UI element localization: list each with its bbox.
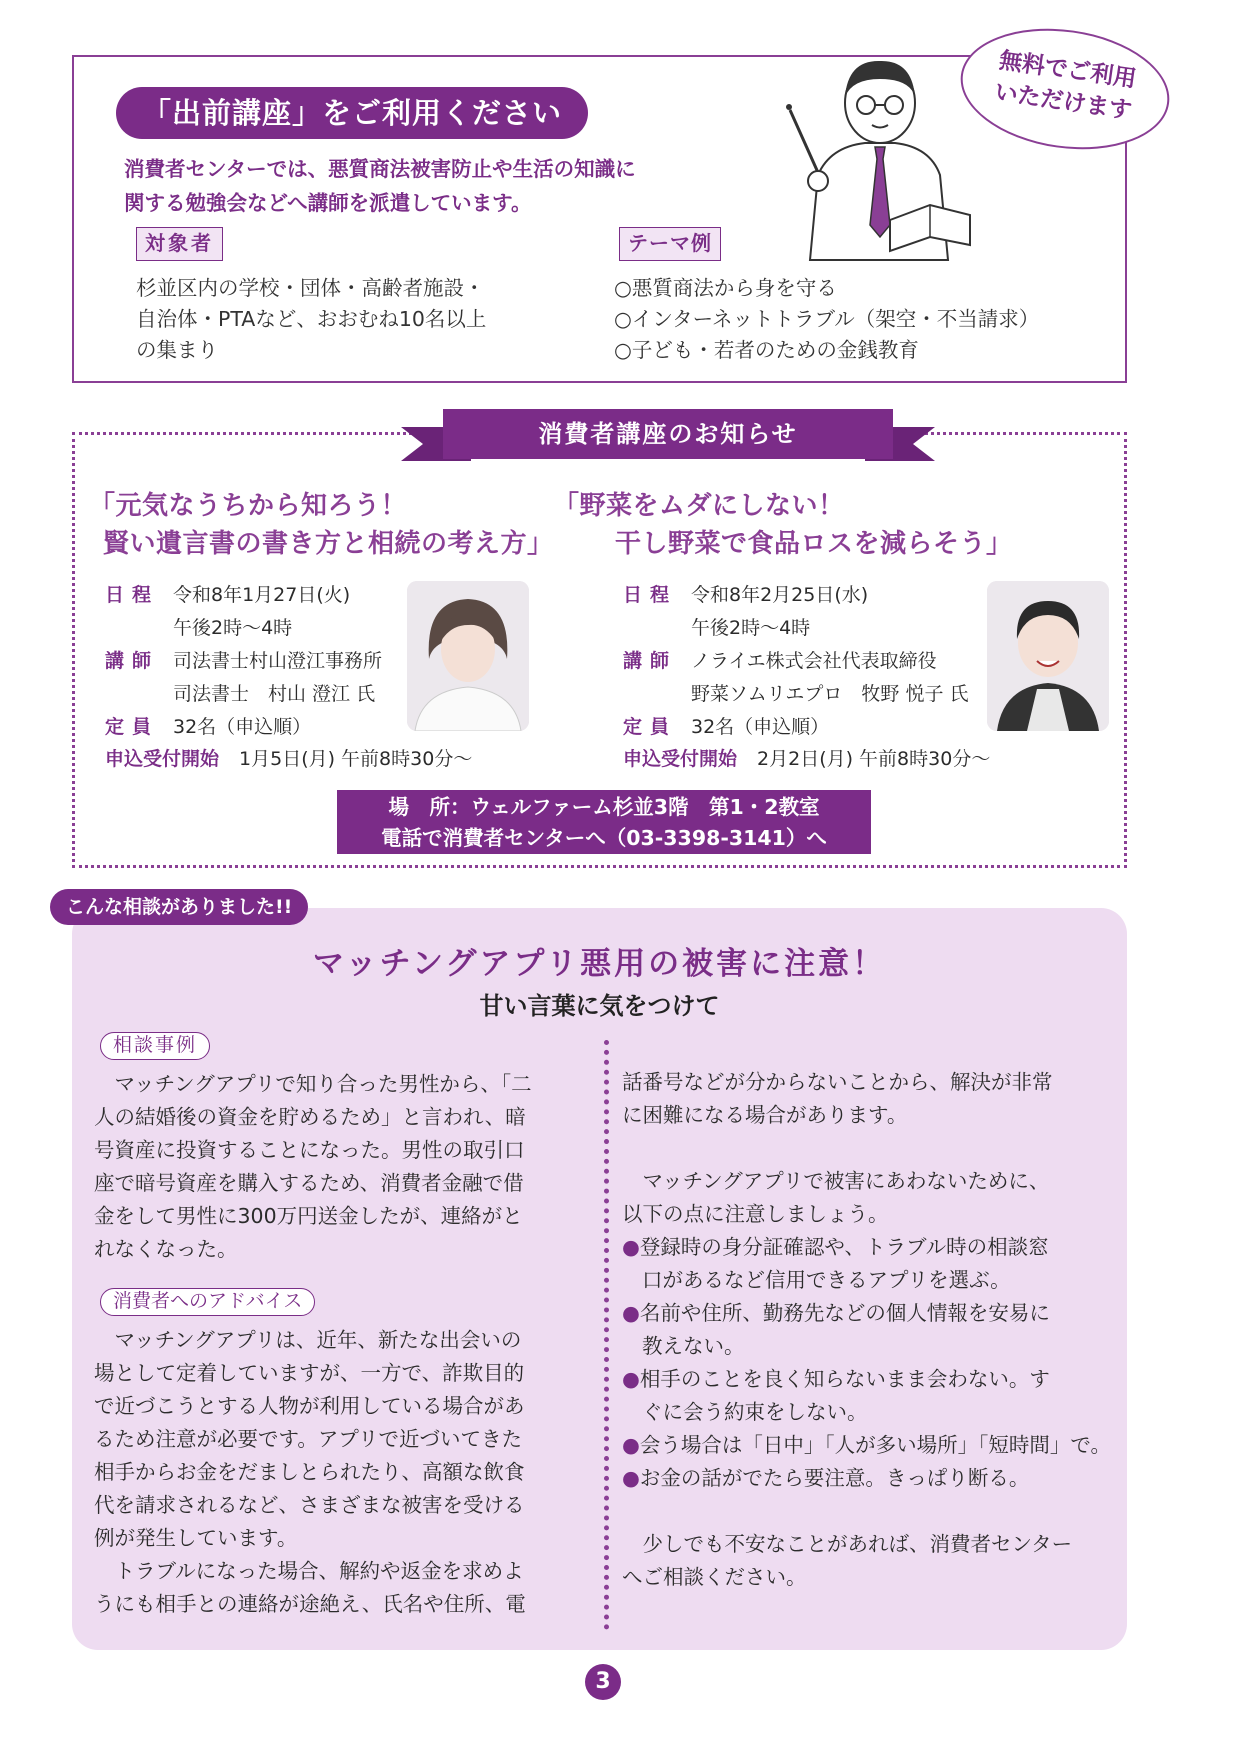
apply-label: 申込受付開始 xyxy=(105,748,220,770)
bullet-icon: ● xyxy=(622,1367,640,1391)
tip-line: お金の話がでたら要注意。きっぱり断る。 xyxy=(639,1466,1030,1490)
tip-line: ぐに会う約束をしない。 xyxy=(642,1400,868,1424)
closing-line: へご相談ください。 xyxy=(622,1565,807,1589)
consult-title: マッチングアプリ悪用の被害に注意！ xyxy=(312,946,887,982)
lecture-2-lecturer xyxy=(623,645,969,711)
advice-line: 相手からお金をだましとられたり、高額な飲食 xyxy=(94,1460,525,1484)
consult-subtitle: 甘い言葉に気をつけて xyxy=(479,992,720,1020)
phone-line: 電話で消費者センターへ（03-3398-3141）へ xyxy=(381,826,827,850)
case-line: れなくなった。 xyxy=(94,1237,238,1261)
bullet-icon: ● xyxy=(622,1235,640,1259)
advice-line: 場として定着していますが、一方で、詐欺目的 xyxy=(94,1361,525,1385)
tip-item xyxy=(622,1462,1111,1495)
time-value: 午後2時～4時 xyxy=(691,617,811,639)
lecture-2-date xyxy=(623,579,868,645)
lecture-1-capacity xyxy=(105,711,311,744)
target-label: 対象者 xyxy=(136,227,223,261)
column-divider xyxy=(604,1040,609,1630)
tip-line: 相手のことを良く知らないまま会わない。す xyxy=(639,1367,1050,1391)
lecture-2-apply xyxy=(623,743,990,776)
consult-tab: こんな相談がありました!! xyxy=(50,889,308,925)
tip-item xyxy=(622,1363,1111,1396)
capacity-label: 定員 xyxy=(623,716,678,738)
teacher-illustration xyxy=(770,55,980,270)
bubble-line: いただけます xyxy=(993,79,1134,125)
capacity-value: 32名（申込順） xyxy=(173,716,312,738)
lecture-title-line: 賢い遺言書の書き方と相続の考え方」 xyxy=(103,529,554,559)
venue-box xyxy=(337,790,871,854)
case-line: 座で暗号資産を購入するため、消費者金融で借 xyxy=(94,1171,524,1195)
tip-item xyxy=(622,1297,1111,1330)
advice-label: 消費者へのアドバイス xyxy=(100,1288,315,1316)
lecture-1-lecturer xyxy=(105,645,382,711)
advice-line: るため注意が必要です。アプリで近づいてきた xyxy=(94,1427,523,1451)
target-line: 自治体・PTAなど、おおむね10名以上 xyxy=(136,307,487,331)
bubble-line: 無料でご利用 xyxy=(997,47,1138,93)
apply-label: 申込受付開始 xyxy=(623,748,738,770)
lecturer-label: 講師 xyxy=(623,650,678,672)
tip-line: 教えない。 xyxy=(642,1334,745,1358)
tip-item xyxy=(622,1429,1111,1462)
venue-line: 場 所：ウェルファーム杉並3階 第1・2教室 xyxy=(388,795,820,819)
lecturer-value: 司法書士村山澄江事務所 xyxy=(173,650,383,672)
advice-line: 例が発生しています。 xyxy=(94,1526,298,1550)
right-column-text xyxy=(622,1066,1111,1594)
apply-value: 2月2日(月) 午前8時30分～ xyxy=(757,748,991,770)
lecturer-1-photo xyxy=(407,581,529,731)
lecture-1-title xyxy=(89,487,554,563)
theme-line: ○悪質商法から身を守る xyxy=(614,276,837,300)
demae-intro-line: 関する勉強会などへ講師を派遣しています。 xyxy=(124,191,532,215)
date-value: 令和8年2月25日(水) xyxy=(691,584,869,606)
right-line: 話番号などが分からないことから、解決が非常 xyxy=(622,1070,1053,1094)
case-label: 相談事例 xyxy=(100,1032,210,1060)
advice-text xyxy=(94,1324,526,1621)
lecture-2-capacity xyxy=(623,711,829,744)
advice-line: マッチングアプリは、近年、新たな出会いの xyxy=(94,1328,522,1352)
advice-line: で近づこうとする人物が利用している場合があ xyxy=(94,1394,525,1418)
target-list xyxy=(136,273,486,366)
lectures-banner xyxy=(423,409,913,475)
bullet-icon: ● xyxy=(622,1466,640,1490)
apply-value: 1月5日(月) 午前8時30分～ xyxy=(239,748,473,770)
theme-list xyxy=(614,273,1039,366)
tip-item xyxy=(622,1231,1111,1264)
case-line: 人の結婚後の資金を貯めるため」と言われ、暗 xyxy=(94,1105,526,1129)
lecturer-label: 講師 xyxy=(105,650,160,672)
lecturer-value: 野菜ソムリエプロ 牧野 悦子 氏 xyxy=(691,683,969,705)
date-value: 令和8年1月27日(火) xyxy=(173,584,351,606)
tip-line: 名前や住所、勤務先などの個人情報を安易に xyxy=(639,1301,1050,1325)
tip-line: 会う場合は「日中」「人が多い場所」「短時間」で。 xyxy=(639,1433,1111,1457)
date-label: 日程 xyxy=(105,584,160,606)
page-number: 3 xyxy=(585,1664,621,1700)
advice-line: 代を請求されるなど、さまざまな被害を受ける xyxy=(94,1493,525,1517)
date-label: 日程 xyxy=(623,584,678,606)
lecturer-2-photo xyxy=(987,581,1109,731)
lectures-section xyxy=(72,420,1127,868)
lecture-title-line: 「元気なうちから知ろう！ xyxy=(89,491,408,521)
right-line: マッチングアプリで被害にあわないために、 xyxy=(622,1169,1050,1193)
closing-line: 少しでも不安なことがあれば、消費者センター xyxy=(622,1532,1073,1556)
demae-intro-line: 消費者センターでは、悪質商法被害防止や生活の知識に xyxy=(124,157,636,181)
bullet-icon: ● xyxy=(622,1433,640,1457)
case-line: 号資産に投資することになった。男性の取引口 xyxy=(94,1138,525,1162)
lecture-title-line: 干し野菜で食品ロスを減らそう」 xyxy=(615,529,1013,559)
demae-intro xyxy=(124,152,724,220)
theme-line: ○インターネットトラブル（架空・不当請求） xyxy=(614,307,1040,331)
capacity-value: 32名（申込順） xyxy=(691,716,830,738)
right-line: に困難になる場合があります。 xyxy=(622,1103,908,1127)
bullet-icon: ● xyxy=(622,1301,640,1325)
tip-line: 口があるなど信用できるアプリを選ぶ。 xyxy=(642,1268,1011,1292)
lecture-1-date xyxy=(105,579,350,645)
theme-label: テーマ例 xyxy=(619,227,721,261)
theme-line: ○子ども・若者のための金銭教育 xyxy=(614,338,919,362)
right-line: 以下の点に注意しましょう。 xyxy=(622,1202,889,1226)
lecturer-value: ノライエ株式会社代表取締役 xyxy=(691,650,937,672)
time-value: 午後2時～4時 xyxy=(173,617,293,639)
demae-title: 「出前講座」をご利用ください xyxy=(116,87,588,139)
case-text xyxy=(94,1068,532,1266)
tip-line: 登録時の身分証確認や、トラブル時の相談窓 xyxy=(639,1235,1049,1259)
lecturer-value: 司法書士 村山 澄江 氏 xyxy=(173,683,376,705)
advice-line: うにも相手との連絡が途絶え、氏名や住所、電 xyxy=(94,1592,526,1616)
advice-line: トラブルになった場合、解約や返金を求めよ xyxy=(94,1559,524,1583)
lecture-2-title xyxy=(553,487,1013,563)
case-line: 金をして男性に300万円送金したが、連絡がと xyxy=(94,1204,523,1228)
lecture-1-apply xyxy=(105,743,472,776)
lectures-banner-text: 消費者講座のお知らせ xyxy=(443,409,893,459)
lecture-title-line: 「野菜をムダにしない！ xyxy=(553,491,845,521)
capacity-label: 定員 xyxy=(105,716,160,738)
consult-section xyxy=(72,908,1127,1650)
target-line: 杉並区内の学校・団体・高齢者施設・ xyxy=(136,276,485,300)
target-line: の集まり xyxy=(136,338,218,362)
case-line: マッチングアプリで知り合った男性から、「二 xyxy=(94,1072,532,1096)
